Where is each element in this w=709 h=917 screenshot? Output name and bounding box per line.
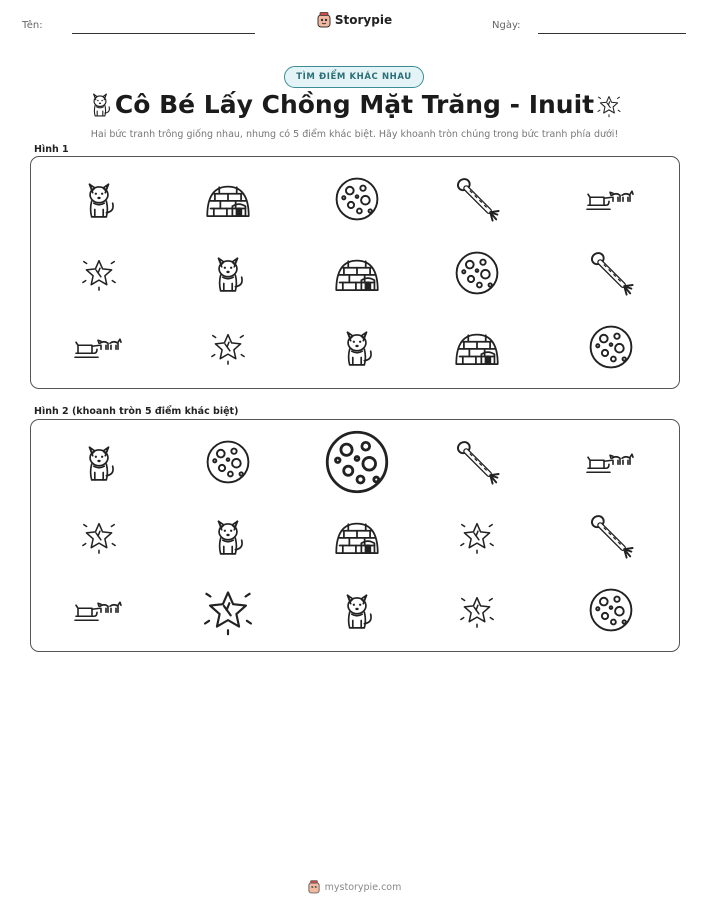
star-icon[interactable] (458, 517, 496, 559)
sled-icon (586, 185, 636, 217)
name-line[interactable] (72, 33, 255, 34)
star-icon[interactable] (458, 591, 496, 633)
picture-2-label: Hình 2 (khoanh tròn 5 điểm khác biệt) (34, 406, 239, 417)
date-label: Ngày: (492, 20, 521, 31)
dog-icon (78, 178, 120, 224)
dog-icon (207, 252, 249, 298)
moon-icon[interactable] (322, 427, 392, 501)
brand-name: Storypie (334, 13, 393, 27)
star-icon (596, 92, 622, 122)
title-row (0, 88, 709, 128)
storypie-mascot-icon (317, 12, 331, 28)
picture-1-panel (30, 156, 680, 389)
moon-icon[interactable] (587, 586, 635, 638)
rope-icon (453, 175, 501, 227)
rope-icon[interactable] (453, 438, 501, 490)
footer (0, 880, 709, 894)
activity-badge: TÌM ĐIỂM KHÁC NHAU (284, 66, 424, 88)
storypie-mascot-icon (308, 880, 320, 894)
dog-icon[interactable] (336, 589, 378, 635)
moon-icon (453, 249, 501, 301)
moon-icon (333, 175, 381, 227)
footer-url[interactable]: mystorypie.com (324, 881, 402, 893)
instructions: Hai bức tranh trông giống nhau, nhưng có 5 điểm khác biệt. Hãy khoanh tròn chúng trong bức tranh phía dưới! (90, 129, 619, 140)
brand-logo (0, 12, 709, 28)
sled-icon[interactable] (586, 448, 636, 480)
star-icon[interactable] (201, 583, 255, 641)
rope-icon[interactable] (587, 512, 635, 564)
page-title: Cô Bé Lấy Chồng Mặt Trăng - Inuit (114, 90, 595, 119)
star-icon[interactable] (80, 517, 118, 559)
sled-icon[interactable] (74, 596, 124, 628)
date-line[interactable] (538, 33, 686, 34)
dog-icon (336, 326, 378, 372)
picture-2-panel[interactable] (30, 419, 680, 652)
rope-icon (587, 249, 635, 301)
sled-icon (74, 333, 124, 365)
dog-icon[interactable] (207, 515, 249, 561)
igloo-icon (453, 328, 501, 370)
star-icon (80, 254, 118, 296)
dog-icon[interactable] (78, 441, 120, 487)
star-icon (209, 328, 247, 370)
igloo-icon (333, 254, 381, 296)
moon-icon (587, 323, 635, 375)
igloo-icon (204, 180, 252, 222)
name-label: Tên: (22, 20, 43, 31)
moon-icon[interactable] (204, 438, 252, 490)
igloo-icon[interactable] (333, 517, 381, 559)
picture-1-label: Hình 1 (34, 144, 69, 155)
